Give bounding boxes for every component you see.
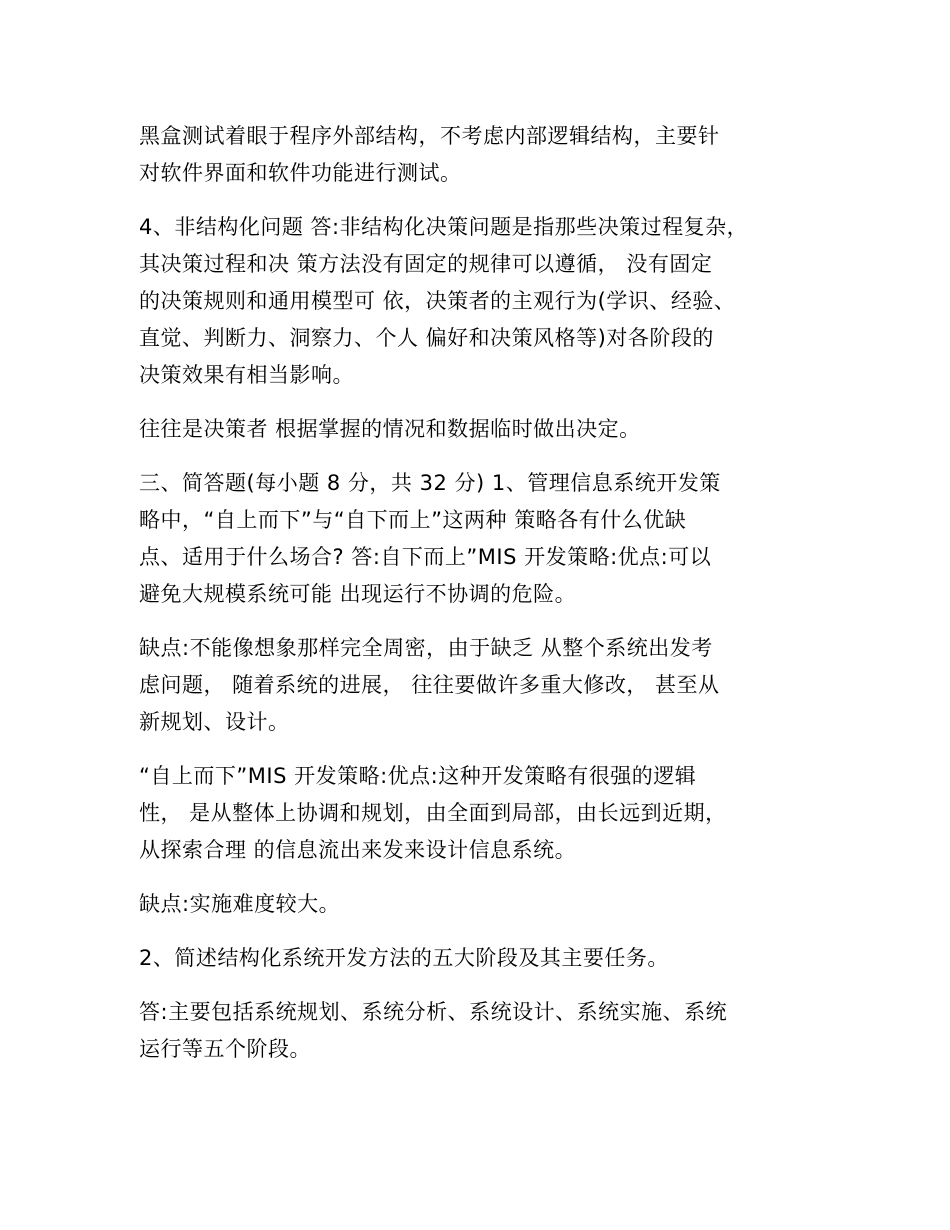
- text-line: 点、适用于什么场合? 答:自下而上”MIS 开发策略:优点:可以: [139, 545, 712, 569]
- paragraph-top-down-strategy: [139, 758, 839, 869]
- text-line: 略中，“自上而下”与“自下而上”这两种 策略各有什么优缺: [139, 508, 687, 532]
- text-line: 性， 是从整体上协调和规划，由全面到局部，由长远到近期，: [139, 801, 727, 825]
- text-line: 运行等五个阶段。: [139, 1037, 311, 1061]
- text-line: 避免大规模系统可能 出现运行不协调的危险。: [139, 582, 577, 606]
- text-line: 缺点:不能像想象那样完全周密，由于缺乏 从整个系统出发考: [139, 636, 713, 660]
- text-line: “自上而下”MIS 开发策略:优点:这种开发策略有很强的逻辑: [139, 764, 697, 788]
- text-line: 答:主要包括系统规划、系统分析、系统设计、系统实施、系统: [139, 1000, 728, 1024]
- text-line: 三、简答题(每小题 8 分，共 32 分) 1、管理信息系统开发策: [139, 471, 721, 495]
- text-line: 的决策规则和通用模型可 依，决策者的主观行为(学识、经验、: [139, 289, 736, 313]
- text-line: 2、简述结构化系统开发方法的五大阶段及其主要任务。: [139, 946, 669, 970]
- text-line: 其决策过程和决 策方法没有固定的规律可以遵循， 没有固定: [139, 252, 713, 276]
- text-line: 黑盒测试着眼于程序外部结构，不考虑内部逻辑结构，主要针: [139, 124, 720, 148]
- paragraph-decision-maker: [139, 411, 839, 448]
- paragraph-answer-2: [139, 994, 839, 1068]
- paragraph-black-box-testing: [139, 118, 839, 192]
- paragraph-short-answer-section: [139, 465, 839, 613]
- paragraph-top-down-drawbacks: [139, 886, 839, 923]
- document-body: [139, 118, 839, 1085]
- text-line: 新规划、设计。: [139, 710, 290, 734]
- paragraph-bottom-up-drawbacks: [139, 630, 839, 741]
- text-line: 从探索合理 的信息流出来发来设计信息系统。: [139, 838, 577, 862]
- text-line: 对软件界面和软件功能进行测试。: [139, 161, 462, 185]
- text-line: 缺点:实施难度较大。: [139, 892, 341, 916]
- text-line: 往往是决策者 根据掌握的情况和数据临时做出决定。: [139, 417, 641, 441]
- text-line: 虑问题， 随着系统的进展， 往往要做许多重大修改， 甚至从: [139, 673, 720, 697]
- text-line: 4、非结构化问题 答:非结构化决策问题是指那些决策过程复杂，: [139, 215, 749, 239]
- text-line: 直觉、判断力、洞察力、个人 偏好和决策风格等)对各阶段的: [139, 326, 714, 350]
- text-line: 决策效果有相当影响。: [139, 363, 354, 387]
- paragraph-question-2: [139, 940, 839, 977]
- paragraph-unstructured-problem: [139, 209, 839, 394]
